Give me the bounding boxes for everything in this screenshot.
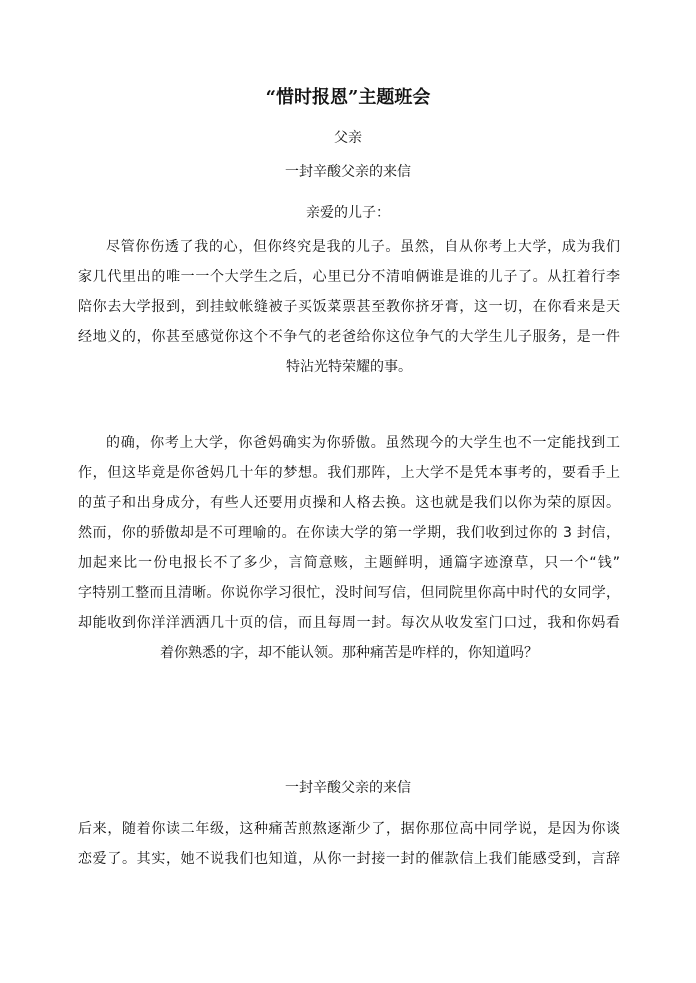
paragraph-line: 家几代里出的唯一一个大学生之后，心里已分不清咱俩谁是谁的儿子了。从扛着行李: [78, 269, 620, 285]
paragraph-line: 特沾光特荣耀的事。: [286, 359, 412, 375]
paragraph-line: 却能收到你洋洋洒洒几十页的信，而且每周一封。每次从收发室门口过，我和你妈看: [78, 615, 620, 631]
paragraph-line: 加起来比一份电报长不了多少，言简意赅，主题鲜明，通篇字迹潦草，只一个“钱”: [78, 555, 620, 571]
salutation: 亲爱的儿子：: [306, 205, 390, 221]
paragraph: [78, 814, 620, 874]
paragraph: [78, 232, 620, 382]
document-subtitle: 父亲: [334, 130, 362, 146]
paragraph-line: 作，但这毕竟是你爸妈几十年的梦想。我们那阵，上大学不是凭本事考的，要看手上: [78, 465, 620, 481]
paragraph-line: 的茧子和出身成分，有些人还要用贞操和人格去换。这也就是我们以你为荣的原因。: [78, 495, 620, 511]
paragraph: [78, 428, 620, 668]
paragraph-line: 经地义的，你甚至感觉你这个不争气的老爸给你这位争气的大学生儿子服务，是一件: [78, 329, 620, 345]
paragraph-line: 尽管你伤透了我的心，但你终究是我的儿子。虽然，自从你考上大学，成为我们: [106, 239, 620, 255]
paragraph-line: 后来，随着你读二年级，这种痛苦煎熬逐渐少了，据你那位高中同学说，是因为你谈: [78, 821, 620, 837]
paragraph-line: 着你熟悉的字，却不能认领。那种痛苦是咋样的，你知道吗？: [160, 645, 538, 661]
paragraph-line: 陪你去大学报到，到挂蚊帐缝被子买饭菜票甚至教你挤牙膏，这一切，在你看来是天: [78, 299, 620, 315]
paragraph-line: 字特别工整而且清晰。你说你学习很忙，没时间写信，但同院里你高中时代的女同学，: [78, 585, 620, 601]
section-heading: 一封辛酸父亲的来信: [285, 780, 411, 796]
paragraph-line: 恋爱了。其实，她不说我们也知道，从你一封接一封的催款信上我们能感受到，言辞: [78, 851, 620, 867]
section-heading: 一封辛酸父亲的来信: [285, 164, 411, 180]
paragraph-line: 的确，你考上大学，你爸妈确实为你骄傲。虽然现今的大学生也不一定能找到工: [106, 435, 620, 451]
paragraph-line: 然而，你的骄傲却是不可理喻的。在你读大学的第一学期，我们收到过你的 3 封信，: [78, 525, 620, 541]
document-title: “惜时报恩”主题班会: [265, 87, 431, 108]
